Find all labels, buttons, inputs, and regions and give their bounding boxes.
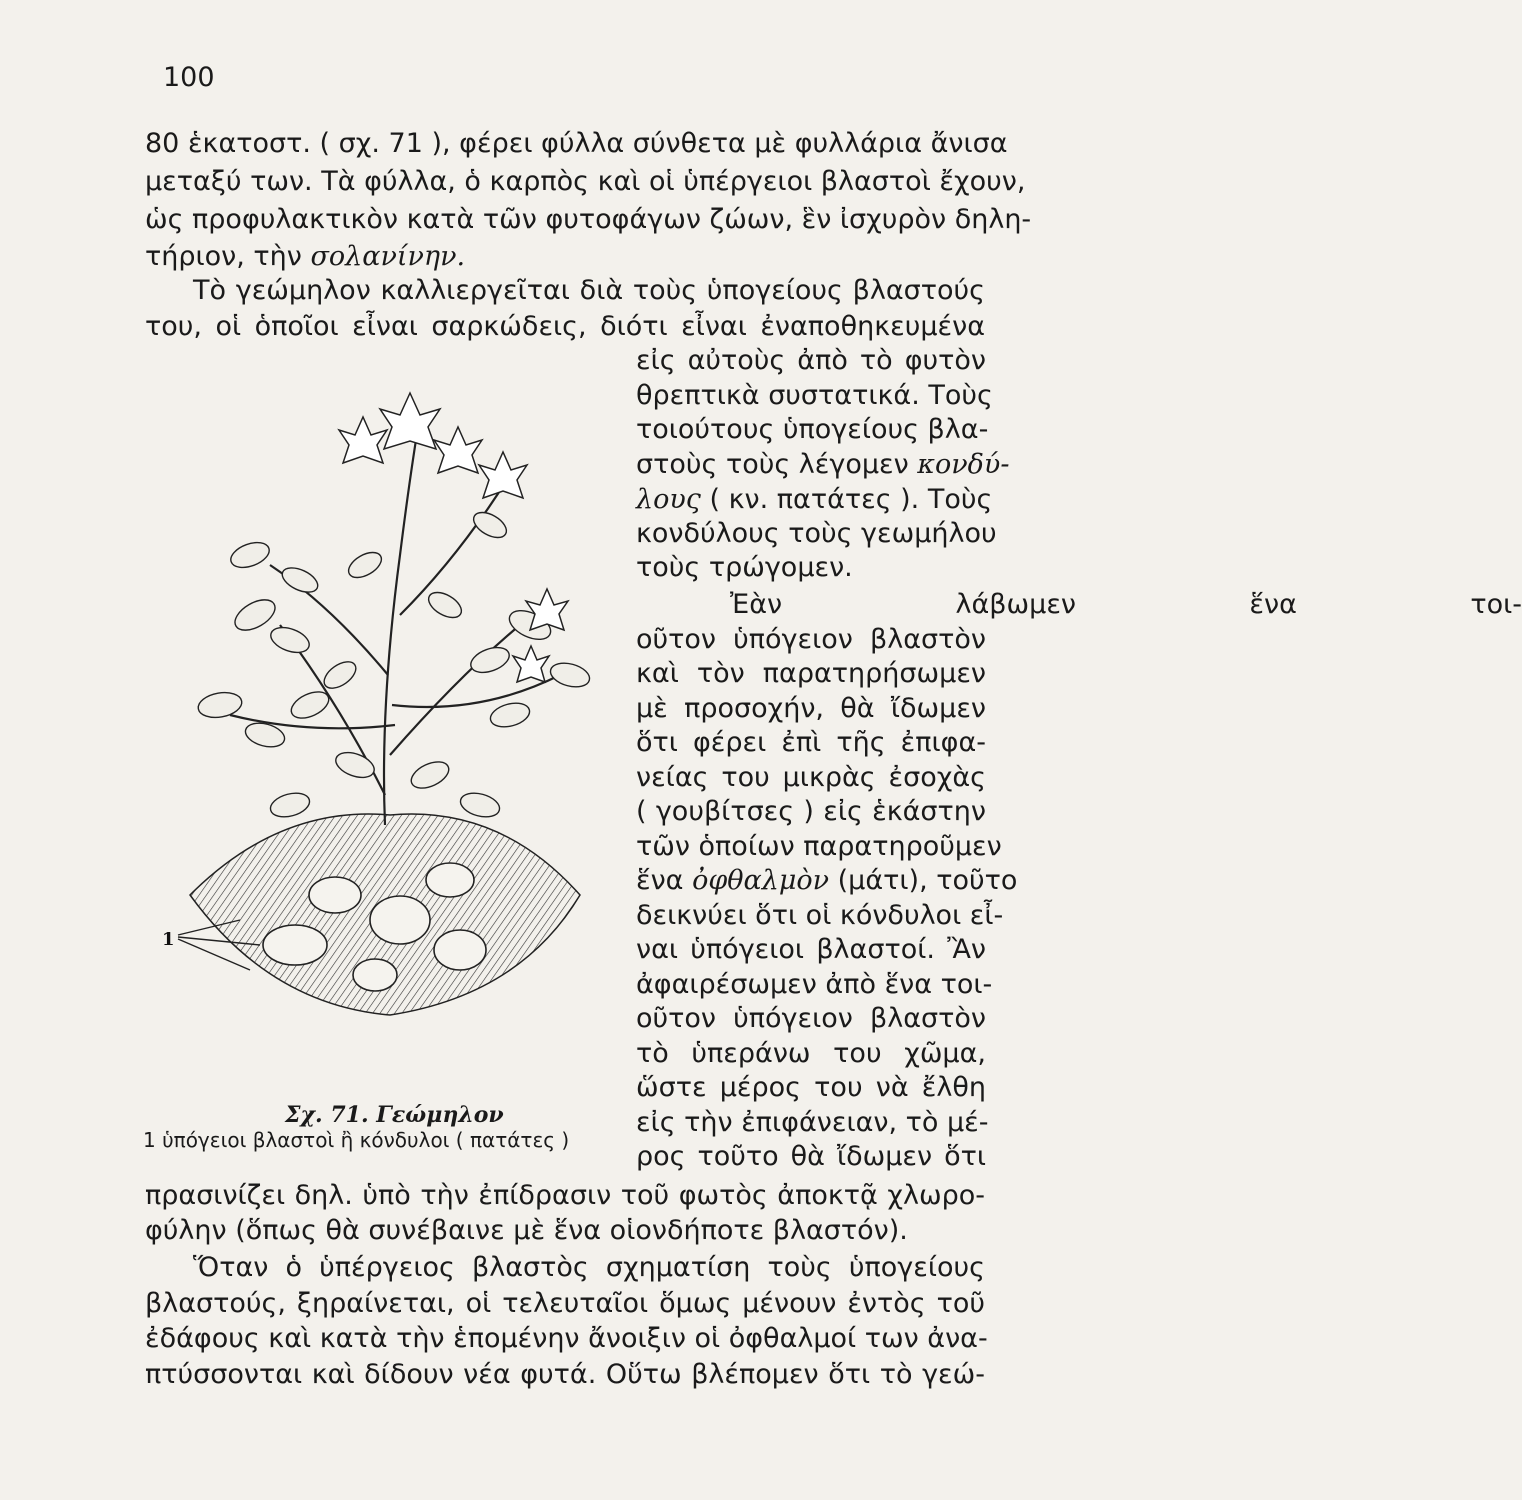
text-line: [636, 865, 1018, 897]
text-line: εἰς τὴν ἐπιφάνειαν, τὸ μέ-: [636, 1107, 989, 1138]
figure-caption-text: 1 ὑπόγειοι βλαστοὶ ἢ κόνδυλοι ( πατάτες ): [143, 1128, 570, 1152]
text-line: τῶν ὁποίων παρατηροῦμεν: [636, 831, 1002, 862]
italic-term: σολανίνην.: [310, 241, 466, 272]
text-line: ἀφαιρέσωμεν ἀπὸ ἕνα τοι-: [636, 969, 993, 1000]
figure-caption-title: Σχ. 71. Γεώμηλον: [285, 1102, 504, 1128]
callout-label: 1: [162, 929, 175, 950]
text-line: τοὺς τρώγομεν.: [636, 552, 853, 583]
text-line: πρασινίζει δηλ. ὑπὸ τὴν ἐπίδρασιν τοῦ φωτὸς ἀποκτᾷ χλωρο-: [145, 1180, 985, 1211]
text-line: ( γουβίτσες ) εἰς ἑκάστην: [636, 796, 986, 827]
text-line: ρος τοῦτο θὰ ἴδωμεν ὅτι: [636, 1141, 986, 1172]
text-span: ( κν. πατάτες ). Τοὺς: [700, 484, 993, 515]
text-line: οῦτον ὑπόγειον βλαστὸν: [636, 1003, 986, 1034]
text-span: τήριον, τὴν: [145, 241, 311, 272]
text-span: στοὺς τοὺς λέγομεν: [636, 449, 918, 480]
text-line: μὲ προσοχήν, θὰ ἴδωμεν: [636, 693, 986, 724]
text-line: 80 ἑκατοστ. ( σχ. 71 ), φέρει φύλλα σύνθετα μὲ φυλλάρια ἄνισα: [145, 128, 1008, 159]
text-line: οῦτον ὑπόγειον βλαστὸν: [636, 624, 986, 655]
text-line: βλαστούς, ξηραίνεται, οἱ τελευταῖοι ὅμως μένουν ἐντὸς τοῦ: [145, 1288, 985, 1319]
text-span: (μάτι), τοῦτο: [829, 865, 1018, 896]
text-line: φύλην (ὅπως θὰ συνέβαινε μὲ ἕνα οἱονδήποτε βλαστόν).: [145, 1215, 908, 1246]
italic-term: κονδύ-: [917, 449, 1010, 480]
text-line: ἐδάφους καὶ κατὰ τὴν ἑπομένην ἄνοιξιν οἱ ὀφθαλμοί των ἀνα-: [145, 1323, 988, 1354]
text-line: μεταξύ των. Τὰ φύλλα, ὁ καρπὸς καὶ οἱ ὑπέργειοι βλαστοὶ ἔχουν,: [145, 166, 1026, 197]
text-line: ὥστε μέρος του νὰ ἔλθη: [636, 1072, 986, 1103]
text-line: νείας του μικρὰς ἐσοχὰς: [636, 762, 986, 793]
italic-term: ὀφθαλμὸν: [692, 865, 830, 896]
text-line: Ὅταν ὁ ὑπέργειος βλαστὸς σχηματίση τοὺς ὑπογείους: [193, 1252, 985, 1283]
text-line: [145, 241, 985, 273]
potato-plant-illustration: [160, 375, 620, 1075]
text-line: ὡς προφυλακτικὸν κατὰ τῶν φυτοφάγων ζώων, ἓν ἰσχυρὸν δηλη-: [145, 204, 1032, 235]
text-line: ὅτι φέρει ἐπὶ τῆς ἐπιφα-: [636, 727, 986, 758]
text-line: Ἐὰν λάβωμεν ἕνα τοι-: [730, 589, 1522, 620]
text-line: Τὸ γεώμηλον καλλιεργεῖται διὰ τοὺς ὑπογείους βλαστούς: [193, 275, 985, 306]
text-line: [636, 449, 1010, 481]
page-number: 100: [163, 62, 215, 93]
text-line: θρεπτικὰ συστατικά. Τοὺς: [636, 380, 993, 411]
text-span: ἕνα: [636, 865, 693, 896]
italic-term: λους: [636, 484, 701, 515]
text-line: κονδύλους τοὺς γεωμήλου: [636, 518, 997, 549]
text-line: καὶ τὸν παρατηρήσωμεν: [636, 658, 986, 689]
text-line: πτύσσονται καὶ δίδουν νέα φυτά. Οὕτω βλέπομεν ὅτι τὸ γεώ-: [145, 1359, 985, 1390]
text-line: [636, 484, 993, 516]
text-line: εἰς αὐτοὺς ἀπὸ τὸ φυτὸν: [636, 345, 986, 376]
text-line: δεικνύει ὅτι οἱ κόνδυλοι εἶ-: [636, 900, 1004, 931]
text-line: τοιούτους ὑπογείους βλα-: [636, 414, 989, 445]
text-line: του, οἱ ὁποῖοι εἶναι σαρκώδεις, διότι εἶναι ἐναποθηκευμένα: [145, 311, 985, 342]
text-line: τὸ ὑπεράνω του χῶμα,: [636, 1038, 986, 1069]
text-line: ναι ὑπόγειοι βλαστοί. Ἂν: [636, 934, 986, 965]
